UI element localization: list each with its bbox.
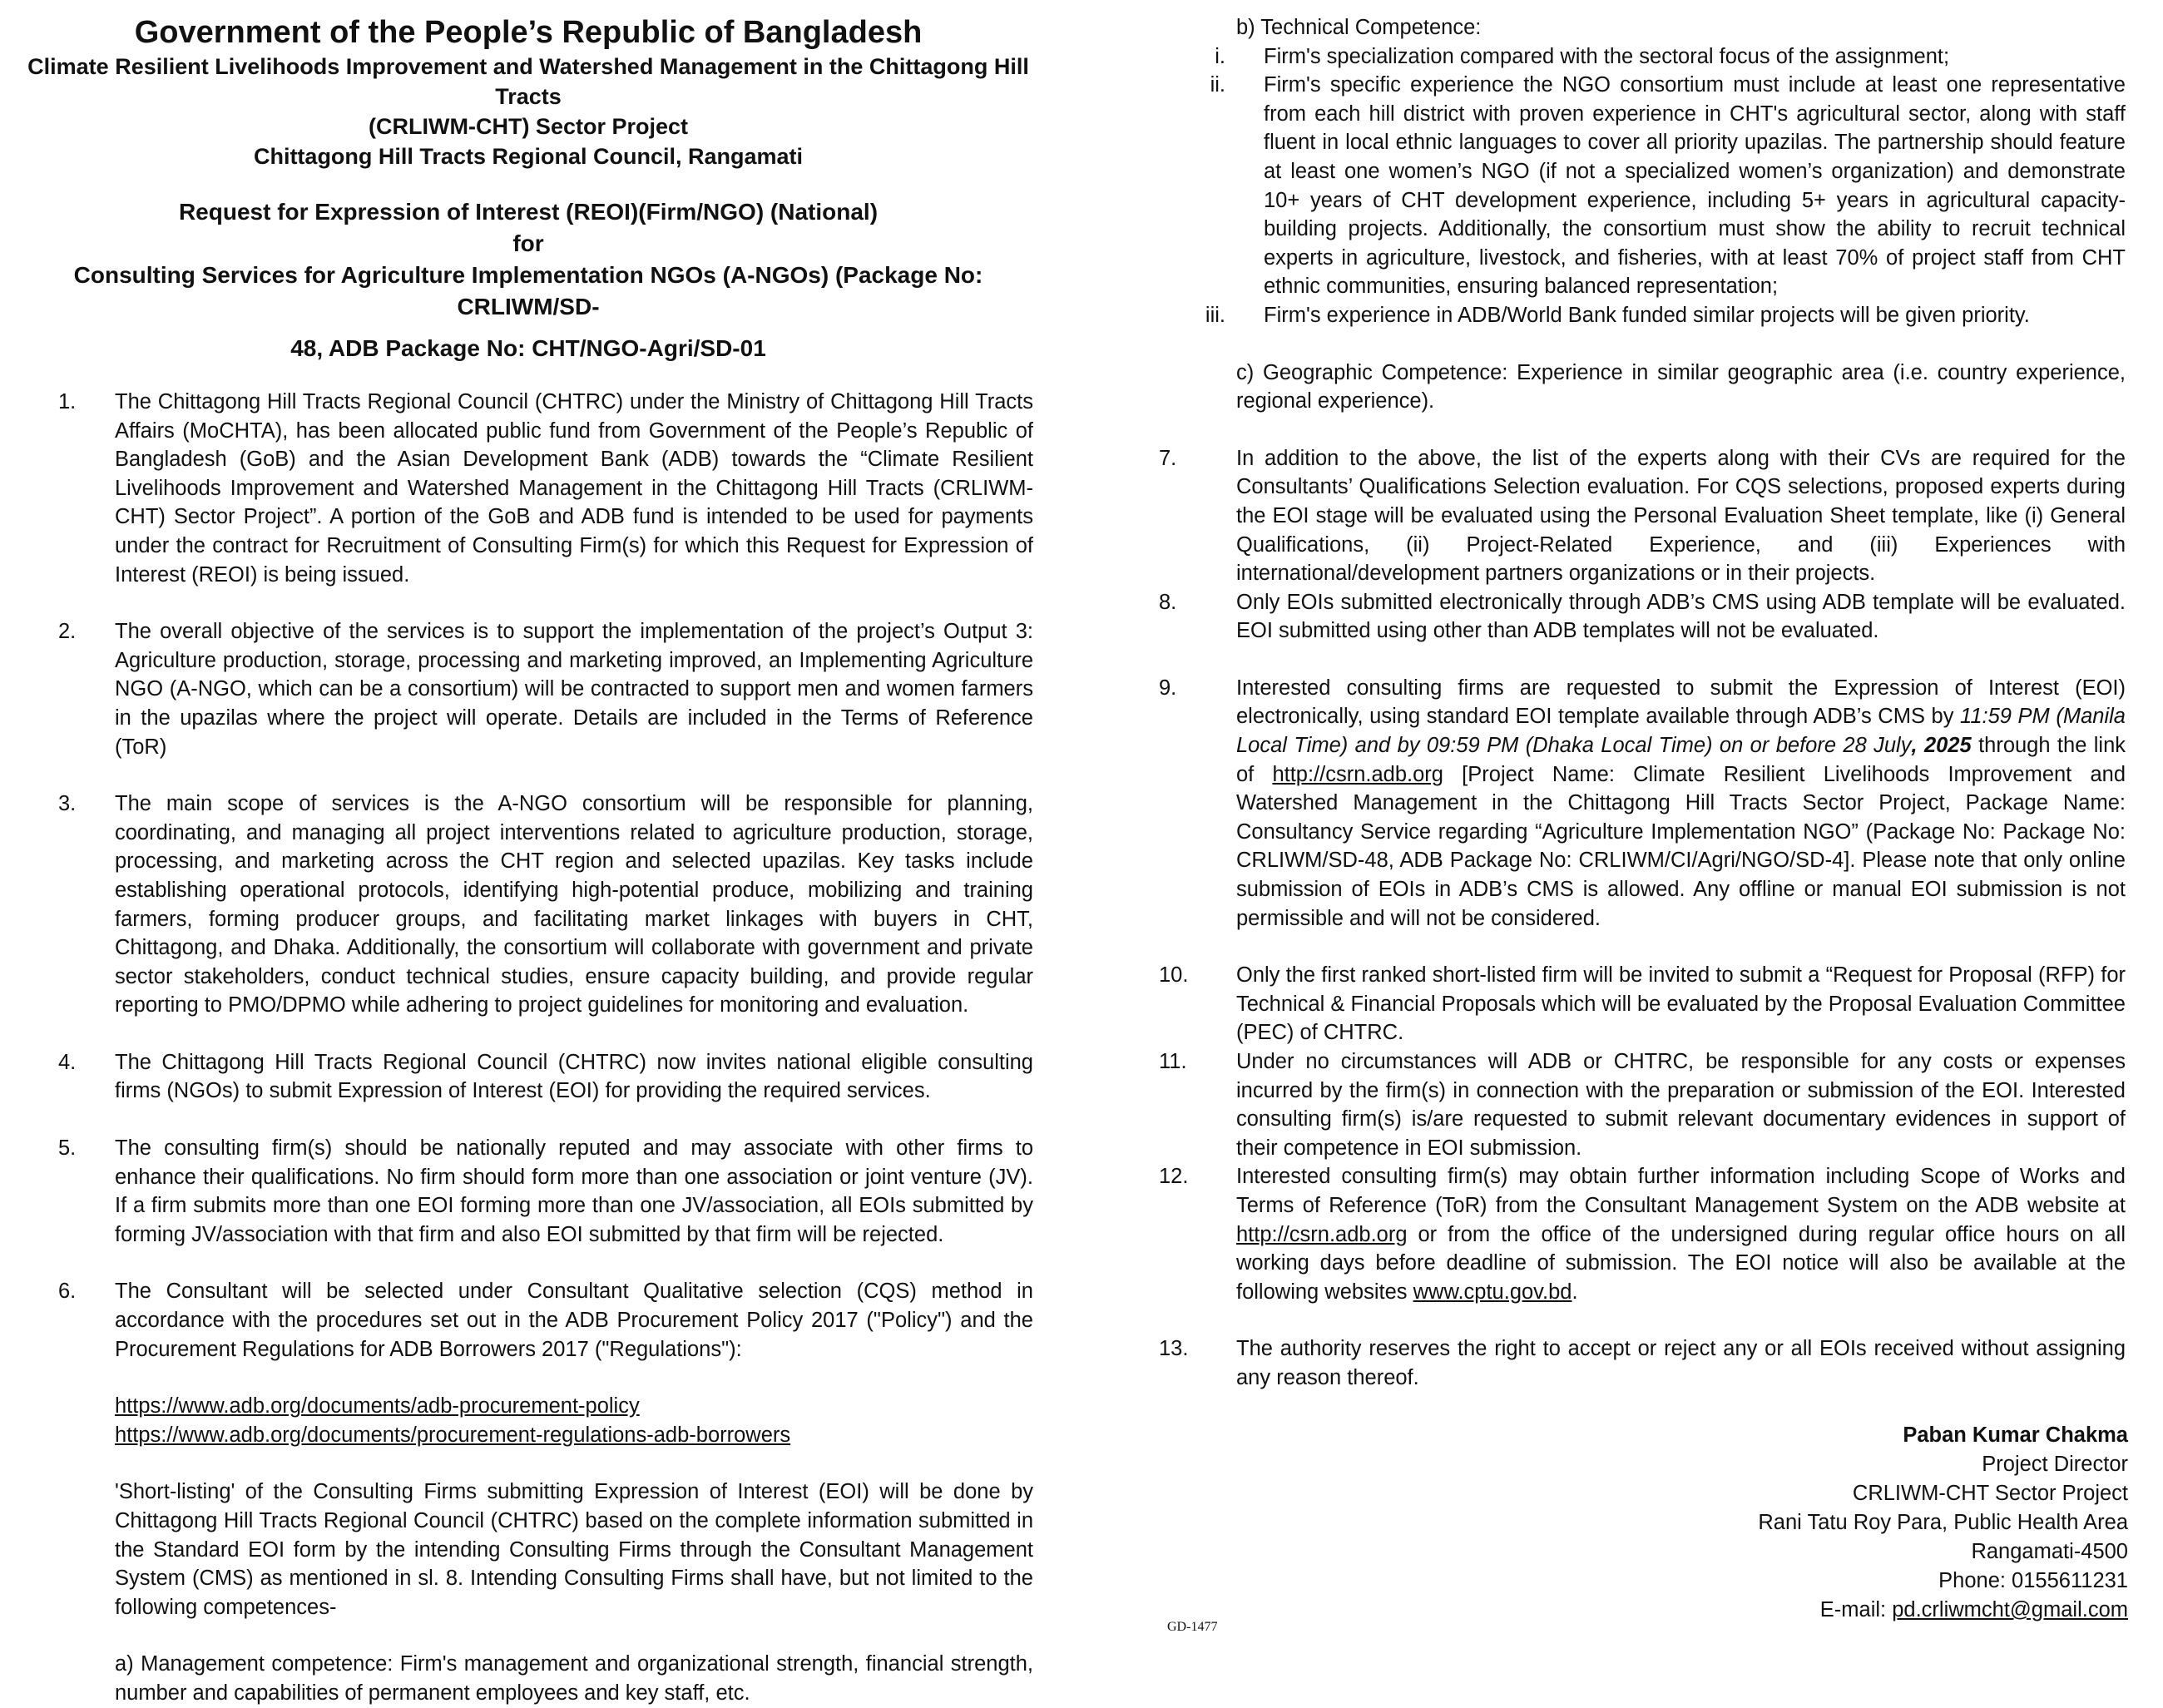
sub-text: Firm's specific experience the NGO consortium must include at least one representative from each hill district with proven experience in CHT's agricultural sector, along with staff fluent in local ethnic languages to cover all priority upazilas. The partnership should feature at least one women’s NGO (if not a specialized women’s organization) and demonstrate 10+ years of CHT development experience, including 5+ years in agricultural capacity-building projects. Additionally, the consortium must show the ability to recruit technical experts in agriculture, livestock, and fisheries, with at least 70% of project staff from CHT ethnic communities, ensuring balanced representation; — [1264, 73, 2126, 299]
sub-number: iii. — [1205, 303, 1225, 327]
csrn-link[interactable]: http://csrn.adb.org — [1236, 1222, 1408, 1246]
item-text: The authority reserves the right to accept or reject any or all EOIs received without assigning any reason thereof. — [1236, 1337, 2126, 1389]
list-item-12 — [1159, 1162, 2126, 1306]
cptu-link[interactable]: www.cptu.gov.bd — [1413, 1280, 1572, 1304]
item-text: The overall objective of the services is to support the implementation of the project’s Output 3: Agriculture production, storage, processing and marketing improved, an Implementing Agriculture NGO (A-NGO, which can be a consortium) will be contracted to support men and women farmers in the upazilas where the project will operate. Details are included in the Terms of Reference (ToR) — [115, 620, 1033, 759]
reoi-for: for — [512, 230, 544, 256]
technical-item-i — [1159, 42, 2126, 72]
item-text: Under no circumstances will ADB or CHTRC, be responsible for any costs or expenses incurred by the firm(s) in connection with the preparation or submission of the EOI. Interested consulting firm(s) is/are requested to submit relevant documentary evidences in support of their competence in EOI submission. — [1236, 1050, 2126, 1160]
list-item-13 — [1159, 1334, 2126, 1392]
item-text: . — [1572, 1280, 1578, 1304]
management-competence: a) Management competence: Firm's management and organizational strength, financial strength, number and capabilities of permanent employees and key staff, etc. — [115, 1652, 1033, 1705]
geographic-competence: c) Geographic Competence: Experience in similar geographic area (i.e. country experience, regional experience). — [1236, 360, 2126, 413]
signatory-project: CRLIWM-CHT Sector Project — [1852, 1482, 2128, 1505]
item-number: 12. — [1159, 1165, 1189, 1189]
item-number: 11. — [1159, 1050, 1187, 1073]
council-title: Chittagong Hill Tracts Regional Council, Rangamati — [253, 144, 804, 169]
reoi-package-line1: Consulting Services for Agriculture Implementation NGOs (A-NGOs) (Package No: CRLIWM/SD- — [73, 262, 983, 319]
list-item-6 — [23, 1277, 1033, 1707]
item-number: 1. — [58, 390, 77, 413]
list-item-3 — [23, 790, 1033, 1020]
list-item-5 — [23, 1134, 1033, 1249]
email-label: E-mail: — [1819, 1598, 1893, 1621]
list-item-8 — [1159, 588, 2126, 646]
sub-number: ii. — [1210, 73, 1225, 97]
item-text: through the link of — [1236, 734, 2126, 786]
signatory-phone: Phone: 0155611231 — [1938, 1569, 2128, 1592]
project-title-line2: (CRLIWM-CHT) Sector Project — [369, 114, 688, 139]
item-text: The Chittagong Hill Tracts Regional Council (CHTRC) under the Ministry of Chittagong Hill Tracts Affairs (MoCHTA), has been allocated public fund from Government of the People’s Republic of Bangladesh (GoB) and the Asian Development Bank (ADB) towards the “Climate Resilient Livelihoods Improvement and Watershed Management in the Chittagong Hill Tracts (CRLIWM-CHT) Sector Project”. A portion of the GoB and ADB fund is intended to be used for payments under the contract for Recruitment of Consulting Firm(s) for which this Request for Expression of Interest (REOI) is being issued. — [115, 390, 1033, 587]
footer-code: GD-1477 — [1167, 1620, 1218, 1634]
technical-competence-title: b) Technical Competence: — [1236, 16, 1482, 39]
project-title-line1: Climate Resilient Livelihoods Improvement and Watershed Management in the Chittagong Hill Tracts — [27, 54, 1029, 109]
shortlisting-text: 'Short-listing' of the Consulting Firms submitting Expression of Interest (EOI) will be done by Chittagong Hill Tracts Regional Council (CHTRC) based on the complete information submitted in the Standard EOI form by the intending Consulting Firms through the Consultant Management System (CMS) as mentioned in sl. 8. Intending Consulting Firms shall have, but not limited to the following competences- — [115, 1480, 1033, 1619]
list-item-9 — [1159, 674, 2126, 933]
item-number: 10. — [1159, 963, 1189, 988]
technical-item-iii — [1159, 301, 2126, 330]
sub-number: i. — [1215, 44, 1225, 68]
item-text: The main scope of services is the A-NGO consortium will be responsible for planning, coordinating, and managing all project interventions related to agriculture production, storage, processing, and marketing across the CHT region and selected upazilas. Key tasks include establishing operational protocols, identifying high-potential produce, mobilizing and training farmers, forming producer groups, and facilitating market linkages with buyers in CHT, Chittagong, and Dhaka. Additionally, the consortium will collaborate with government and private sector stakeholders, conduct technical studies, ensure capacity building, and provide regular reporting to PMO/DPMO while adhering to project guidelines for monitoring and evaluation. — [115, 792, 1033, 1017]
item-text: [Project Name: Climate Resilient Livelihoods Improvement and Watershed Management in the Chittagong Hill Tracts Sector Project, Package Name: Consultancy Service regarding “Agriculture Implementation NGO” (Package No: Package No: CRLIWM/SD-48, ADB Package No: CRLIWM/CI/Agri/NGO/SD-4]. Please note that only online submission of EOIs in ADB’s CMS is allowed. Any offline or manual EOI submission is not permissible and will not be considered. — [1236, 762, 2126, 930]
item-number: 4. — [58, 1050, 77, 1074]
item-text: The consulting firm(s) should be nationally reputed and may associate with other firms to enhance their qualifications. No firm should form more than one association or joint venture (JV). If a firm submits more than one EOI forming more than one JV/association, all EOIs submitted by forming JV/association with that firm and also EOI submitted by that firm will be rejected. — [115, 1136, 1033, 1246]
csrn-link[interactable]: http://csrn.adb.org — [1272, 762, 1443, 786]
list-item-10 — [1159, 961, 2126, 1047]
signatory-name: Paban Kumar Chakma — [1903, 1423, 2128, 1447]
deadline-year: , 2025 — [1911, 734, 1972, 758]
signatory-title: Project Director — [1982, 1453, 2128, 1476]
item-number: 13. — [1159, 1337, 1189, 1361]
item-text: or from the office of the undersigned during regular office hours on all working days before deadline of submission. The EOI notice will also be available at the following websites — [1236, 1222, 2126, 1304]
right-column — [1159, 13, 2126, 1393]
item-number: 8. — [1159, 590, 1177, 614]
email-link[interactable]: pd.crliwmcht@gmail.com — [1892, 1598, 2128, 1621]
adb-procurement-policy-link[interactable]: https://www.adb.org/documents/adb-procurement-policy — [115, 1394, 640, 1418]
item-number: 6. — [58, 1280, 77, 1304]
sub-text: Firm's experience in ADB/World Bank funded similar projects will be given priority. — [1264, 303, 2030, 327]
reoi-title: Request for Expression of Interest (REOI)(Firm/NGO) (National) — [178, 199, 879, 225]
item-text: Only EOIs submitted electronically through ADB’s CMS using ADB template will be evaluated. EOI submitted using other than ADB templates will not be evaluated. — [1236, 590, 2126, 643]
item-number: 9. — [1159, 676, 1177, 700]
list-item-4 — [23, 1048, 1033, 1106]
deadline-text: 11:59 PM (Manila Local Time) and by 09:59 PM (Dhaka Local Time) on or before 28 July — [1236, 705, 2126, 758]
item-number: 3. — [58, 792, 77, 816]
item-text: Interested consulting firm(s) may obtain further information including Scope of Works and Terms of Reference (ToR) from the Consultant Management System on the ADB website at — [1236, 1165, 2126, 1217]
sub-text: Firm's specialization compared with the sectoral focus of the assignment; — [1264, 44, 1950, 68]
signature-block — [1758, 1421, 2128, 1625]
signatory-address1: Rani Tatu Roy Para, Public Health Area — [1758, 1511, 2128, 1534]
list-item-1 — [23, 388, 1033, 589]
item-text: The Chittagong Hill Tracts Regional Council (CHTRC) now invites national eligible consulting firms (NGOs) to submit Expression of Interest (EOI) for providing the required services. — [115, 1050, 1033, 1103]
item-number: 7. — [1159, 446, 1177, 470]
item-text: Only the first ranked short-listed firm will be invited to submit a “Request for Proposal (RFP) for Technical & Financial Proposals which will be evaluated by the Proposal Evaluation Committee (PEC) of CHTRC. — [1236, 963, 2126, 1045]
item-text: Interested consulting firms are requested to submit the Expression of Interest (EOI) electronically, using standard EOI template available through ADB’s CMS by — [1236, 676, 2126, 729]
list-item-2 — [23, 617, 1033, 761]
list-item-11 — [1159, 1047, 2126, 1162]
list-item-7 — [1159, 444, 2126, 588]
item-text: In addition to the above, the list of the experts along with their CVs are required for the Consultants’ Qualifications Selection evaluation. For CQS selections, proposed experts during the EOI stage will be evaluated using the Personal Evaluation Sheet template, like (i) General Qualifications, (ii) Project-Related Experience, and (iii) Experiences with international/development partners organizations or in their projects. — [1236, 446, 2126, 586]
item-text: The Consultant will be selected under Consultant Qualitative selection (CQS) method in accordance with the procedures set out in the ADB Procurement Policy 2017 ("Policy") and the Procurement Regulations for ADB Borrowers 2017 ("Regulations"): — [115, 1280, 1033, 1361]
adb-procurement-regulations-link[interactable]: https://www.adb.org/documents/procurement-regulations-adb-borrowers — [115, 1423, 791, 1447]
government-title: Government of the People’s Republic of Bangladesh — [134, 15, 923, 50]
item-number: 2. — [58, 620, 77, 644]
item-number: 5. — [58, 1136, 77, 1161]
technical-item-ii — [1159, 71, 2126, 301]
left-column — [23, 13, 1033, 1708]
signatory-address2: Rangamati-4500 — [1971, 1540, 2128, 1563]
reoi-package-line2: 48, ADB Package No: CHT/NGO-Agri/SD-01 — [290, 335, 766, 361]
